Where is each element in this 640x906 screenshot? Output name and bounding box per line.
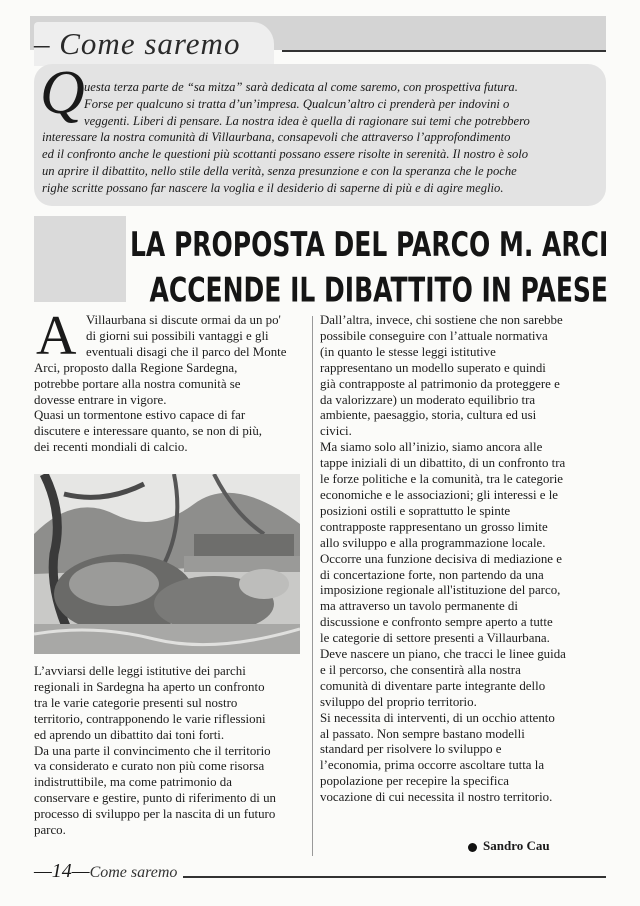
text-line: processo di sviluppo per la nascita di un futuro [34,807,276,822]
text-line: indistruttibile, ma come patrimonio da [34,775,232,790]
text-line: popolazione per recepire la specifica [320,774,509,789]
header-rule [282,50,606,52]
text-line: Ma siamo solo all’inizio, siamo ancora alle [320,440,543,455]
section-title-text: Come saremo [59,26,241,61]
column-1-top [34,313,308,456]
column-1-bottom [34,664,308,839]
intro-line: interessare la nostra comunità di Villaurbana, consapevoli che attraverso l’approfondimento [42,130,511,145]
text-line: le categorie di settore presenti a Villaurbana. [320,631,550,646]
footer [34,860,183,883]
intro-line: ed il confronto anche le questioni più scottanti possano essere risolte in serenità. Il nostro è solo [42,147,529,162]
text-line: ed aprendo un dibattito dai toni forti. [34,727,225,742]
text-line: di concertazione forte, non partendo da una [320,567,544,582]
text-line: già contrapposte al patrimonio da proteggere e [320,376,560,391]
text-line: rappresentano un modello superato e quindi [320,360,546,375]
text-line: imposizione regionale all'istituzione del parco, [320,583,561,598]
text-line: standard per risolvere lo sviluppo e [320,742,502,757]
text-line: e il percorso, che consentirà alla nostra [320,662,521,677]
intro-line: Forse per qualcuno si tratta d’un’impresa. Qualcun’altro ci prenderà per indovini o [84,96,510,111]
text-line: Deve nascere un piano, che tracci le linee guida [320,647,566,662]
text-line: posizioni ostili e soprattutto le spinte [320,503,511,518]
article-headline [130,222,608,314]
text-line: tra le varie categorie presenti sul nostro [34,695,238,710]
author-name: Sandro Cau [483,838,550,853]
text-line: va considerato e curato non più come risorsa [34,759,265,774]
text-line: Dall’altra, invece, chi sostiene che non sarebbe [320,313,563,327]
text-line: possibile conseguire con l’attuale normativa [320,328,548,343]
text-line: Occorre una funzione decisiva di mediazione e [320,551,562,566]
text-line: da valorizzare) un moderato equilibrio tra [320,392,536,407]
text-line: le forze politiche e la comunità, tra le categorie [320,472,564,487]
bullet-icon [468,843,477,852]
text-line: Si necessita di interventi, di un occhio attento [320,710,555,725]
text-line: territorio, contrapponendo le varie riflessioni [34,711,266,726]
text-line: regionali in Sardegna ha aperto un confronto [34,679,265,694]
article-dropcap: A [36,305,77,367]
landscape-photo [34,474,300,654]
text-line: discussione e confronto sempre aperto a tutte [320,615,553,630]
text-line: allo sviluppo e alla programmazione locale. [320,535,546,550]
text-line: comunità di diventare parte integrante dello [320,678,546,693]
text-line: l’economia, prima occorre ascoltare tutta la [320,758,545,773]
text-line: (in quanto le stesse leggi istitutive [320,344,496,359]
headline-line-2: ACCENDE IL DIBATTITO IN PAESE [149,270,608,310]
text-line: eventuali disagi che il parco del Monte [86,344,287,359]
text-line: Da una parte il convincimento che il territorio [34,743,271,758]
column-separator [312,316,313,856]
intro-line: righe scritte possano far nascere la voglia e il desiderio di saperne di più e di agire meglio. [42,180,504,195]
text-line: ma attraverso un tavolo permanente di [320,599,518,614]
text-line: economiche e le associazioni; gli interessi e le [320,487,559,502]
text-line: vocazione di cui necessita il nostro territorio. [320,790,553,805]
text-line: dei recenti mondiali di calcio. [34,440,188,455]
text-line: al passato. Non sempre bastano modelli [320,726,525,741]
section-title: – Come saremo [34,26,241,61]
text-line: L’avviarsi delle leggi istitutive dei parchi [34,664,246,678]
intro-text [42,79,602,197]
column-2 [320,313,604,806]
footer-section: Come saremo [89,864,178,881]
intro-dropcap: Q [40,59,85,127]
headline-line-1: LA PROPOSTA DEL PARCO M. ARCI [130,224,609,264]
headline-gray-block [34,216,126,302]
page-number: —14— [34,860,90,882]
text-line: Arci, proposto dalla Regione Sardegna, [34,360,238,375]
text-line: di giorni sui possibili vantaggi e gli [86,328,269,343]
text-line: potrebbe portare alla nostra comunità se [34,376,241,391]
intro-line: veggenti. Liberi di pensare. La nostra idea è quella di ragionare sui temi che potrebbero [84,113,530,128]
text-line: discutere e interessare quanto, se non di più, [34,424,263,439]
text-line: tappe iniziali di un dibattito, di un confronto tra [320,456,566,471]
intro-line: uesta terza parte de “sa mitza” sarà dedicata al come saremo, con prospettiva futura. [84,80,518,94]
text-line: dovesse entrare in vigore. [34,392,167,407]
text-line: conservare e gestire, punto di riferimento di un [34,791,276,806]
text-line: Villaurbana si discute ormai da un po' [86,313,281,327]
text-line: Quasi un tormentone estivo capace di far [34,408,246,423]
text-line: parco. [34,823,66,838]
text-line: sviluppo del proprio territorio. [320,694,477,709]
photo-illustration [34,474,300,654]
text-line: contrapposte rappresentano un grosso limite [320,519,548,534]
text-line: civici. [320,424,352,439]
intro-line: un aprire il dibattito, nello stile della verità, senza presunzione e con la speranza che le poche [42,163,517,178]
author-byline [468,838,550,854]
text-line: ambiente, paesaggio, storia, cultura ed usi [320,408,537,423]
